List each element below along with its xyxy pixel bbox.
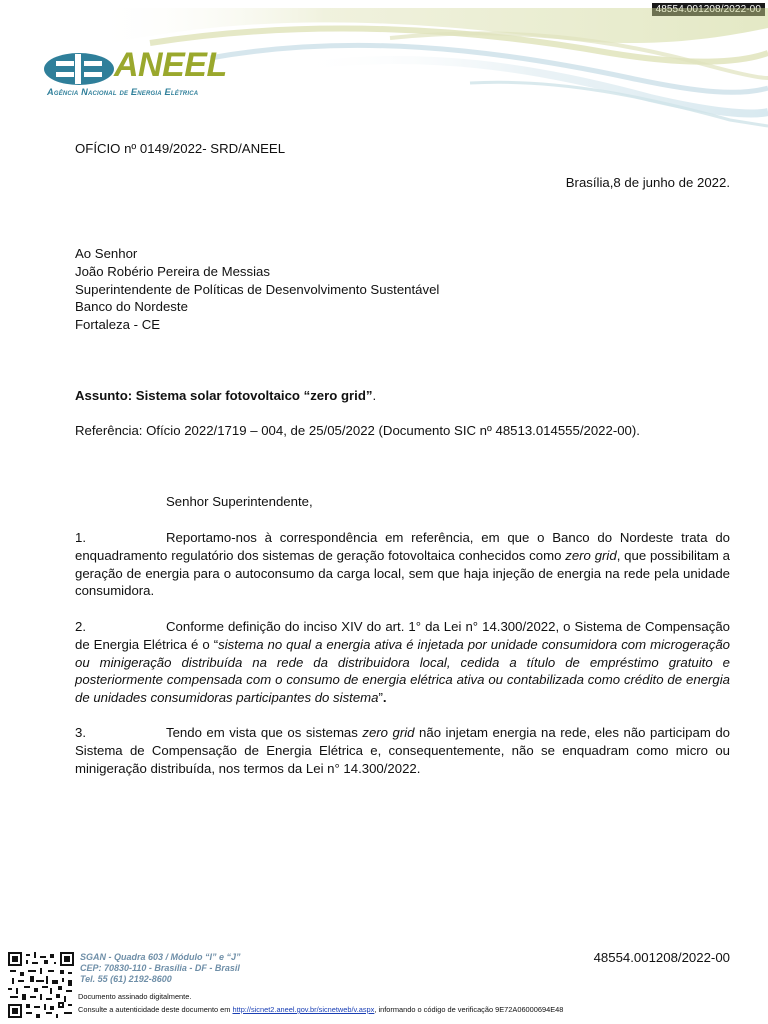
oficio-number: OFÍCIO nº 0149/2022- SRD/ANEEL — [75, 141, 286, 156]
footer-address — [80, 952, 241, 985]
verification-link[interactable]: http://sicnet2.aneel.gov.br/sicnetweb/v.aspx — [232, 1005, 375, 1014]
recipient-name: João Robério Pereira de Messias — [75, 263, 270, 279]
paragraph-italic: sistema no qual a energia ativa é injetada por unidade consumidora com microgeração ou minigeração distribuída na rede da distribuidora local, cedida a título de empréstimo gratuito e posteriormente compensada com o consumo de energia elétrica ativa ou contabilizada como crédito de energia de unidades consumidoras participantes do sistema — [75, 636, 730, 706]
paragraph-text: Conforme definição do inciso XIV do art. 1° da Lei n° 14.300/2022, o Sistema de Compensação de Energia Elétrica é o “ — [75, 619, 730, 652]
reference-line: Referência: Ofício 2022/1719 – 004, de 25/05/2022 (Documento SIC nº 48513.014555/2022-00). — [75, 423, 640, 438]
paragraph-number: 2. — [75, 619, 86, 634]
salutation: Senhor Superintendente, — [166, 494, 313, 509]
recipient-title: Superintendente de Políticas de Desenvolvimento Sustentável — [75, 281, 440, 297]
paragraph-text: Tendo em vista que os sistemas — [166, 725, 363, 740]
aneel-logo-subtitle: Agência Nacional de Energia Elétrica — [47, 87, 199, 97]
paragraph-text: ” — [378, 690, 383, 706]
recipient-organization: Banco do Nordeste — [75, 299, 188, 315]
paragraph-text: . — [382, 690, 387, 706]
subject-label: Assunto: Sistema solar fotovoltaico “zero grid” — [75, 388, 373, 403]
document-date: Brasília,8 de junho de 2022. — [565, 175, 730, 190]
paragraph-text: não injetam energia na rede, eles não participam do Sistema de Compensação de Energia Elétrica e, consequentemente, não se enquadram como micro ou minigeração distribuída, nos termos da Lei n° 14.300/2022. — [75, 725, 730, 776]
paragraph-number: 3. — [75, 725, 86, 740]
subject-line — [75, 388, 376, 403]
aneel-logo-text: ANEEL — [114, 46, 227, 84]
paragraph-text: Reportamo-nos à correspondência em referência, em que o Banco do Nordeste trata do enquadramento regulatório dos sistemas de geração fotovoltaica conhecidos como — [75, 530, 730, 563]
recipient-city: Fortaleza - CE — [75, 317, 161, 333]
paragraph-number: 1. — [75, 530, 86, 545]
paragraph-text: , que possibilitam a geração de energia para o autoconsumo da carga local, sem que haja injeção de energia na rede pela unidade consumidora. — [75, 547, 730, 599]
digital-signature-note: Documento assinado digitalmente. — [78, 992, 192, 1001]
verification-code-text: , informando o código de verificação 9E72A06000694E48 — [374, 1005, 564, 1014]
qr-code — [8, 952, 74, 1018]
verification-text: Consulte a autenticidade deste documento em — [78, 1005, 233, 1014]
recipient-block — [75, 245, 730, 334]
paragraph-2 — [75, 618, 730, 707]
verification-note — [78, 1005, 563, 1014]
paragraph-italic: zero grid — [362, 725, 415, 740]
paragraph-italic: zero grid — [565, 547, 617, 563]
footer-address-line: SGAN - Quadra 603 / Módulo “I” e “J” — [80, 952, 241, 962]
footer-address-line: CEP: 70830-110 - Brasília - DF - Brasil — [80, 963, 240, 973]
recipient-line: Ao Senhor — [75, 246, 138, 261]
footer-document-number: 48554.001208/2022-00 — [593, 950, 730, 965]
paragraph-3 — [75, 724, 730, 777]
subject-end: . — [372, 388, 377, 403]
paragraph-1 — [75, 529, 730, 600]
footer-phone: Tel. 55 (61) 2192-8600 — [80, 974, 172, 984]
